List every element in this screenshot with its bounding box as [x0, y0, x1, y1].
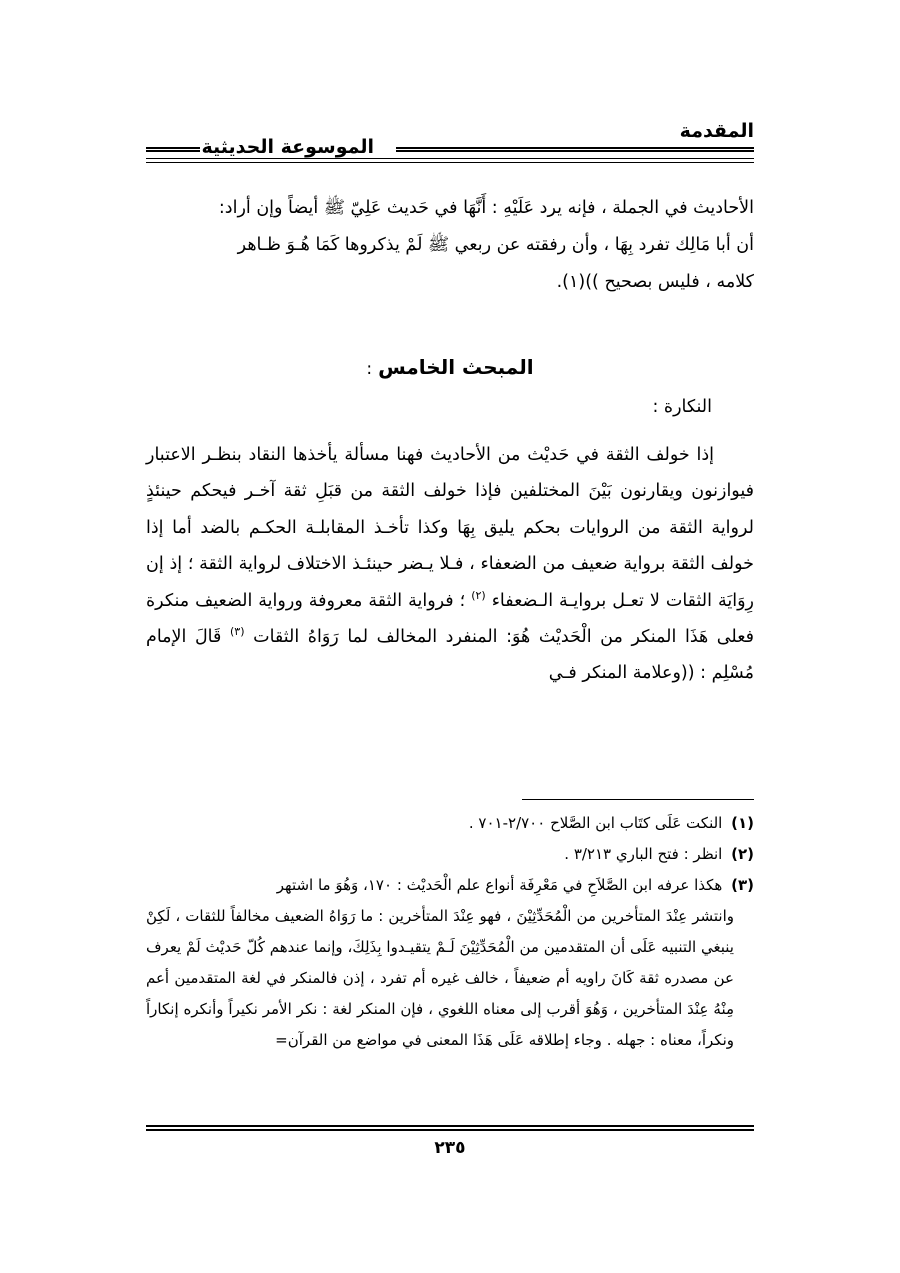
header-underline	[146, 158, 754, 163]
paragraph-text: ؛ فرواية الثقة معروفة ورواية الضعيف منكرة فعلى هَذَا المنكر من الْحَديْث هُوَ: المنفرد المخالف لما رَوَاهُ الثقات	[146, 590, 754, 648]
page-bottom-rule	[146, 1125, 754, 1131]
footnote-number: (٢)	[731, 845, 754, 863]
footnote-marker: (١).	[556, 272, 586, 292]
footnote-separator	[522, 799, 754, 800]
intro-line-text: كلامه ، فليس بصحيح ))	[585, 272, 754, 292]
section-title: المقدمة	[679, 120, 754, 142]
footnote-ref-3: (٣)	[229, 625, 245, 639]
footnote-2	[146, 839, 754, 870]
paragraph-text: قَالَ الإمام مُسْلِم : ((وعلامة المنكر فـي	[146, 627, 754, 684]
footnote-number: (٣)	[731, 876, 754, 894]
main-paragraph	[146, 437, 754, 692]
heading-title: المبحث الخامس	[378, 355, 534, 379]
footnote-text: هكذا عرفه ابن الصَّلاَحِ في مَعْرِفَة أنواع علم الْحَديْث : ١٧٠، وَهُوَ ما اشتهر	[276, 876, 723, 894]
intro-paragraph	[146, 190, 754, 301]
intro-line	[146, 264, 754, 301]
heading-colon: :	[366, 359, 373, 379]
book-title: الموسوعة الحديثية	[201, 136, 374, 158]
footnote-1	[146, 808, 754, 839]
section-heading	[146, 355, 754, 379]
footnote-text: انظر : فتح الباري ٣/٢١٣ .	[564, 845, 723, 863]
paragraph-text: إذا خولف الثقة في حَديْث من الأحاديث فهنا مسألة يأخذها النقاد بنظـر الاعتبار فيوازنون ويقارنون بَيْنَ المختلفين فإذا خولف الثقة من قبَلِ ثقة آخـر فيحكم حينئذٍ لرواية الثقة من الروايات بحكم يليق بِهَا وكذا تأخـذ المقابلـة الحكـم بالضد أما إذا خولف الثقة برواية ضعيف من الضعفاء ، فـلا يـضر حينئـذ الاختلاف لرواية الثقة ؛ إذ إن رِوَايَة الثقات لا تعـل بروايـة الـضعفاء	[146, 445, 754, 611]
footnote-3	[146, 870, 754, 901]
footnotes	[146, 808, 754, 1056]
footnote-3-continued: وانتشر عِنْدَ المتأخرين من الْمُحَدِّثِيْنَ ، فهو عِنْدَ المتأخرين : ما رَوَاهُ الضعيف مخالفاً للثقات ، لَكِنْ ينبغي التنبيه عَلَى أن المتقدمين من الْمُحَدِّثِيْنَ لَـمْ يتقيـدوا بِذَلِكَ، وإنما عندهم كُلّ حَديْث لَمْ يعرف عن مصدره ثقة كَانَ راويه أم ضعيفاً ، خالف غيره أم تفرد ، إذن فالمنكر في لغة المتقدمين أعم مِنْهُ عِنْدَ المتأخرين ، وَهُوَ أقرب إلى معناه اللغوي ، فإن المنكر لغة : نكر الأمر نكيراً وأنكره إنكاراً ونكراً، معناه : جهله . وجاء إطلاقه عَلَى هَذَا المعنى في مواضع من القرآن=	[146, 907, 734, 1049]
subsection-label: النكارة :	[652, 397, 712, 417]
footnote-text: النكت عَلَى كتَاب ابن الصَّلاح ٢/٧٠٠-٧٠١ .	[468, 814, 723, 832]
header-rule-left	[146, 147, 200, 152]
page-header	[146, 120, 754, 172]
header-rule-right	[396, 147, 754, 152]
footnote-ref-2: (٢)	[471, 588, 486, 602]
intro-line: الأحاديث في الجملة ، فإنه يرد عَلَيْهِ : أَنَّهَا في حَديث عَلِيّ ﷺ أيضاً وإن أراد:	[218, 198, 754, 218]
page-number: ٢٣٥	[434, 1138, 466, 1158]
footnote-number: (١)	[731, 814, 754, 832]
intro-line: أن أبا مَالِك تفرد بِهَا ، وأن رفقته عن ربعي ﷺ لَمْ يذكروها كَمَا هُـوَ ظـاهر	[237, 235, 754, 255]
